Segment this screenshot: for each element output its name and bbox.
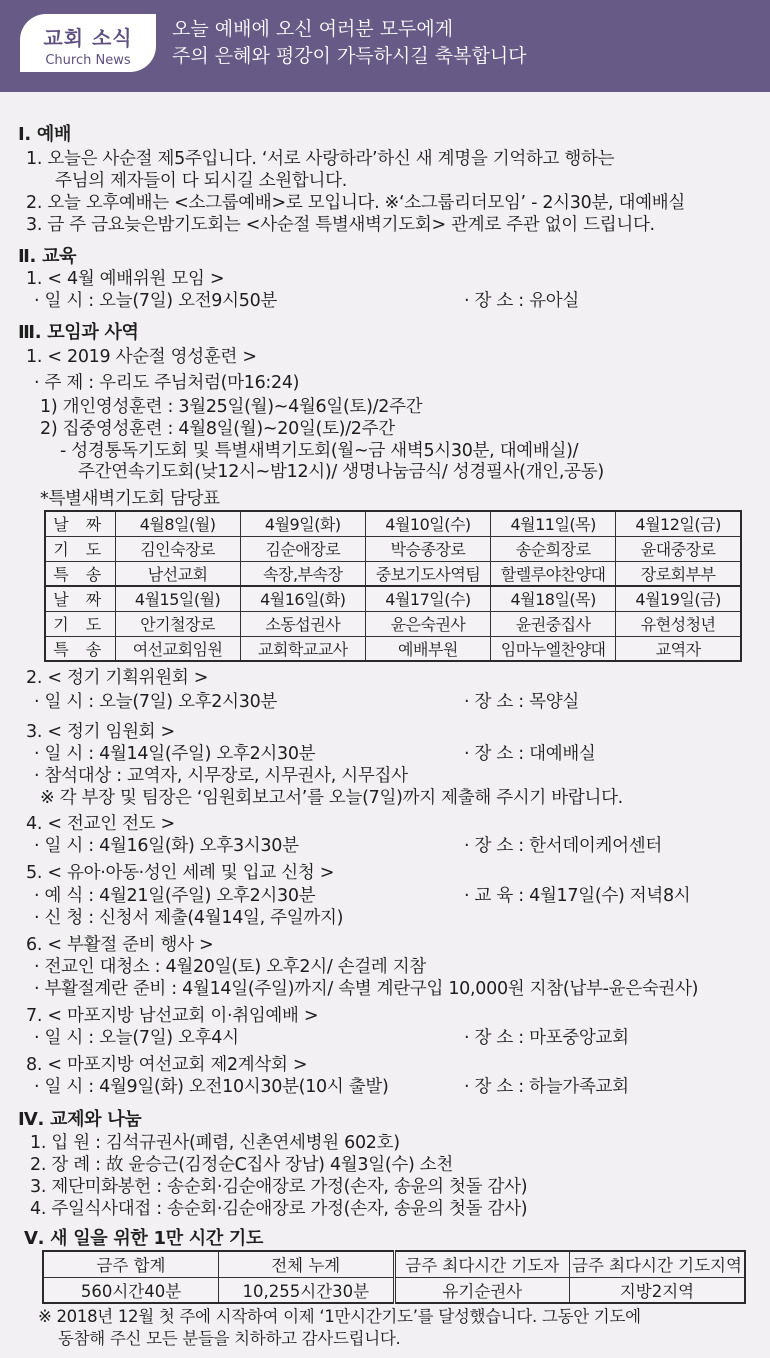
section-education-heading: Ⅱ. 교육 bbox=[18, 246, 77, 267]
section-fellowship-heading: Ⅳ. 교제와 나눔 bbox=[18, 1109, 142, 1130]
welcome-line-1: 오늘 예배에 오신 여러분 모두에게 bbox=[172, 18, 454, 40]
section-gatherings-heading: Ⅲ. 모임과 사역 bbox=[18, 322, 139, 343]
table-cell: 소동섭권사 bbox=[240, 611, 365, 636]
row-label-date: 날 짜 bbox=[45, 586, 115, 611]
table-cell: 윤권중집사 bbox=[491, 611, 616, 636]
row-label-prayer: 기 도 bbox=[45, 611, 115, 636]
gathering-8-title: 8. < 마포지방 여선교회 제2계삭회 > bbox=[26, 1055, 308, 1075]
table-cell: 안기철장로 bbox=[115, 611, 240, 636]
table-header-cell: 금주 최다시간 기도자 bbox=[394, 1251, 570, 1277]
table-cell: 임마누엘찬양대 bbox=[491, 636, 616, 661]
gathering-5-title: 5. < 유아·아동·성인 세례 및 입교 신청 > bbox=[26, 863, 335, 883]
gathering-1-theme: · 주 제 : 우리도 주님처럼(마16:24) bbox=[34, 373, 300, 393]
worship-item-1-cont: 주님의 제자들이 다 되시길 소원합니다. bbox=[55, 171, 347, 191]
table-cell: 중보기도사역팀 bbox=[365, 561, 490, 586]
table-cell: 남선교회 bbox=[115, 561, 240, 586]
table-row bbox=[45, 561, 741, 586]
gathering-3-note: ※ 각 부장 및 팀장은 ‘임원회보고서’를 오늘(7일)까지 제출해 주시기 바랍니다. bbox=[40, 788, 623, 808]
table-cell: 유기순권사 bbox=[394, 1277, 570, 1303]
duty-table-title: *특별새벽기도회 담당표 bbox=[40, 489, 220, 509]
gathering-2-title: 2. < 정기 기획위원회 > bbox=[26, 668, 209, 688]
gathering-3-time: · 일 시 : 4월14일(주일) 오후2시30분 bbox=[34, 744, 316, 764]
gathering-2-time: · 일 시 : 오늘(7일) 오후2시30분 bbox=[34, 692, 278, 712]
table-cell: 560시간40분 bbox=[43, 1277, 219, 1303]
table-cell: 유현성청년 bbox=[616, 611, 741, 636]
worship-item-1: 1. 오늘은 사순절 제5주입니다. ‘서로 사랑하라’하신 새 계명을 기억하고 행하는 bbox=[26, 149, 615, 169]
table-header-cell: 전체 누계 bbox=[219, 1251, 395, 1277]
table-row bbox=[43, 1277, 745, 1303]
table-row bbox=[45, 536, 741, 561]
table-cell: 박승종장로 bbox=[365, 536, 490, 561]
section-prayer-heading: Ⅴ. 새 일을 위한 1만 시간 기도 bbox=[24, 1228, 264, 1249]
table-row bbox=[43, 1251, 745, 1277]
gathering-4-title: 4. < 전교인 전도 > bbox=[26, 814, 175, 834]
table-row bbox=[45, 511, 741, 536]
gathering-7-title: 7. < 마포지방 남선교회 이·취임예배 > bbox=[26, 1006, 319, 1026]
gathering-8-place: · 장 소 : 하늘가족교회 bbox=[464, 1077, 629, 1097]
gathering-6-title: 6. < 부활절 준비 행사 > bbox=[26, 935, 214, 955]
worship-item-3: 3. 금 주 금요늦은밤기도회는 <사순절 특별새벽기도회> 관계로 주관 없이 드립니다. bbox=[26, 215, 655, 235]
gathering-4-place: · 장 소 : 한서데이케어센터 bbox=[464, 836, 662, 856]
table-cell: 교역자 bbox=[616, 636, 741, 661]
table-cell: 4월11일(목) bbox=[491, 511, 616, 536]
gathering-1-intensive: 2) 집중영성훈련 : 4월8일(월)~20일(토)/2주간 bbox=[40, 419, 395, 439]
education-item-1: 1. < 4월 예배위원 모임 > bbox=[26, 269, 225, 289]
dawn-prayer-duty-table bbox=[44, 510, 742, 662]
gathering-3-place: · 장 소 : 대예배실 bbox=[464, 744, 596, 764]
badge-title-ko: 교회 소식 bbox=[43, 26, 133, 50]
fellowship-item-2: 2. 장 례 : 故 윤승근(김정순C집사 장남) 4월3일(수) 소천 bbox=[30, 1155, 453, 1175]
table-cell: 4월16일(화) bbox=[240, 586, 365, 611]
table-cell: 장로회부부 bbox=[616, 561, 741, 586]
row-label-date: 날 짜 bbox=[45, 511, 115, 536]
gathering-4-time: · 일 시 : 4월16일(화) 오후3시30분 bbox=[34, 836, 299, 856]
table-cell: 4월9일(화) bbox=[240, 511, 365, 536]
gathering-1-title: 1. < 2019 사순절 영성훈련 > bbox=[26, 347, 257, 367]
table-cell: 김인숙장로 bbox=[115, 536, 240, 561]
row-label-prayer: 기 도 bbox=[45, 536, 115, 561]
gathering-2-place: · 장 소 : 목양실 bbox=[464, 692, 579, 712]
fellowship-item-4: 4. 주일식사대접 : 송순회·김순애장로 가정(손자, 송윤의 첫돌 감사) bbox=[30, 1199, 528, 1219]
prayer-note-2: 동참해 주신 모든 분들을 치하하고 감사드립니다. bbox=[58, 1329, 401, 1348]
gathering-5-ceremony: · 예 식 : 4월21일(주일) 오후2시30분 bbox=[34, 886, 316, 906]
table-cell: 교회학교교사 bbox=[240, 636, 365, 661]
gathering-1-intensive-detail-2: 주간연속기도회(낮12시~밤12시)/ 생명나눔금식/ 성경필사(개인,공동) bbox=[78, 462, 604, 482]
education-item-1-place: · 장 소 : 유아실 bbox=[464, 291, 579, 311]
table-cell: 10,255시간30분 bbox=[219, 1277, 395, 1303]
table-cell: 속장,부속장 bbox=[240, 561, 365, 586]
table-cell: 송순희장로 bbox=[491, 536, 616, 561]
gathering-3-attendees: · 참석대상 : 교역자, 시무장로, 시무권사, 시무집사 bbox=[34, 766, 408, 786]
table-cell: 4월19일(금) bbox=[616, 586, 741, 611]
gathering-3-title: 3. < 정기 임원회 > bbox=[26, 722, 175, 742]
gathering-6-cleaning: · 전교인 대청소 : 4월20일(토) 오후2시/ 손걸레 지참 bbox=[34, 957, 426, 977]
gathering-7-time: · 일 시 : 오늘(7일) 오후4시 bbox=[34, 1028, 239, 1048]
gathering-1-personal: 1) 개인영성훈련 : 3월25일(월)~4월6일(토)/2주간 bbox=[40, 397, 423, 417]
table-cell: 예배부원 bbox=[365, 636, 490, 661]
gathering-7-place: · 장 소 : 마포중앙교회 bbox=[464, 1028, 629, 1048]
table-cell: 윤은숙권사 bbox=[365, 611, 490, 636]
table-cell: 지방2지역 bbox=[570, 1277, 746, 1303]
table-cell: 윤대중장로 bbox=[616, 536, 741, 561]
table-header-cell: 금주 합계 bbox=[43, 1251, 219, 1277]
gathering-8-time: · 일 시 : 4월9일(화) 오전10시30분(10시 출발) bbox=[34, 1077, 389, 1097]
table-cell: 김순애장로 bbox=[240, 536, 365, 561]
table-cell: 4월15일(월) bbox=[115, 586, 240, 611]
table-cell: 4월12일(금) bbox=[616, 511, 741, 536]
badge-title-en: Church News bbox=[45, 53, 131, 68]
row-label-song: 특 송 bbox=[45, 636, 115, 661]
table-row bbox=[45, 586, 741, 611]
worship-item-2: 2. 오늘 오후예배는 <소그룹예배>로 모입니다. ※‘소그룹리더모임’ - 2시30분, 대예배실 bbox=[26, 193, 686, 213]
table-cell: 4월17일(수) bbox=[365, 586, 490, 611]
table-cell: 4월10일(수) bbox=[365, 511, 490, 536]
fellowship-item-1: 1. 입 원 : 김석규권사(폐렴, 신촌연세병원 602호) bbox=[30, 1133, 400, 1153]
prayer-note-1: ※ 2018년 12월 첫 주에 시작하여 이제 ‘1만시간기도’를 달성했습니다. 그동안 기도에 bbox=[38, 1307, 641, 1326]
welcome-line-2: 주의 은혜와 평강이 가득하시길 축복합니다 bbox=[172, 45, 527, 67]
table-header-cell: 금주 최다시간 기도지역 bbox=[570, 1251, 746, 1277]
gathering-6-eggs: · 부활절계란 준비 : 4월14일(주일)까지/ 속별 계란구입 10,000원 지참(납부-윤은숙권사) bbox=[34, 979, 699, 999]
gathering-1-intensive-detail-1: - 성경통독기도회 및 특별새벽기도회(월~금 새벽5시30분, 대예배실)/ bbox=[60, 441, 579, 461]
education-item-1-time: · 일 시 : 오늘(7일) 오전9시50분 bbox=[34, 291, 278, 311]
table-cell: 4월18일(목) bbox=[491, 586, 616, 611]
table-row bbox=[45, 636, 741, 661]
gathering-5-education: · 교 육 : 4월17일(수) 저녁8시 bbox=[464, 886, 691, 906]
gathering-5-apply: · 신 청 : 신청서 제출(4월14일, 주일까지) bbox=[34, 908, 344, 928]
table-cell: 할렐루야찬양대 bbox=[491, 561, 616, 586]
fellowship-item-3: 3. 제단미화봉헌 : 송순회·김순애장로 가정(손자, 송윤의 첫돌 감사) bbox=[30, 1177, 528, 1197]
row-label-song: 특 송 bbox=[45, 561, 115, 586]
section-worship-heading: Ⅰ. 예배 bbox=[18, 124, 72, 145]
prayer-hours-table bbox=[42, 1250, 746, 1304]
table-cell: 여선교회임원 bbox=[115, 636, 240, 661]
table-row bbox=[45, 611, 741, 636]
table-cell: 4월8일(월) bbox=[115, 511, 240, 536]
